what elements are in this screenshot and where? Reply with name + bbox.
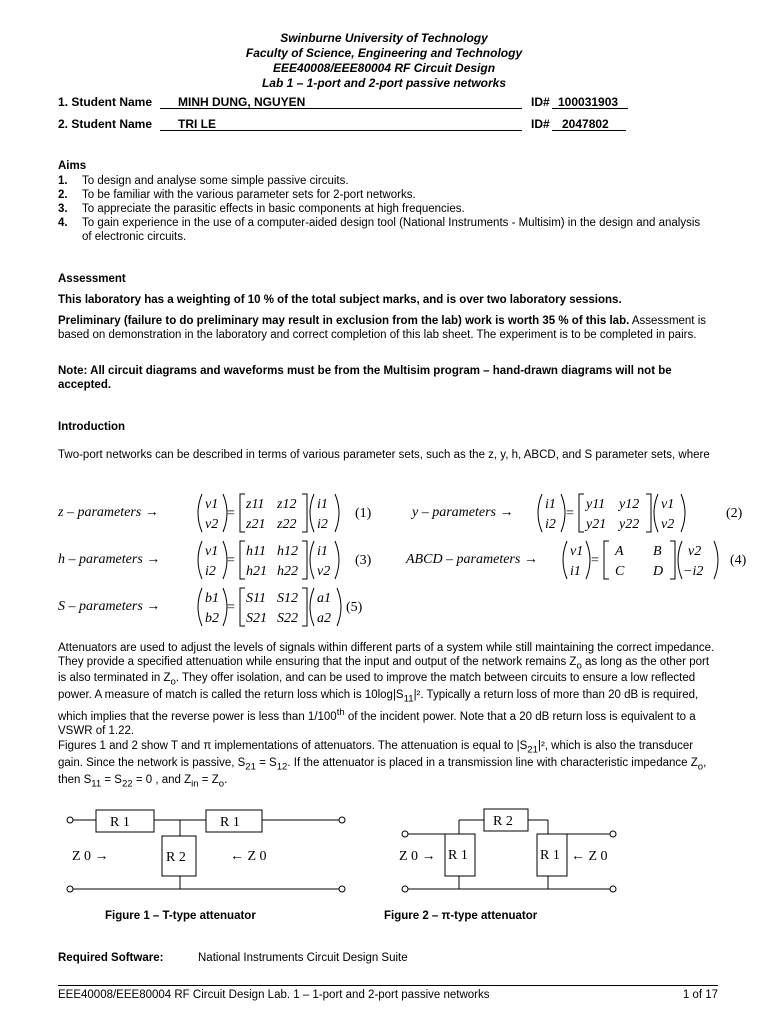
aim-item: 2. To be familiar with the various parameter sets for 2-port networks. — [58, 189, 416, 201]
svg-text:S12: S12 — [277, 591, 298, 606]
h-parameters-equation — [58, 541, 372, 579]
svg-text:−i2: −i2 — [683, 564, 704, 579]
page-footer — [58, 985, 718, 1001]
svg-text:S – parameters →: S – parameters → — [58, 599, 161, 614]
software-value: National Instruments Circuit Design Suite — [198, 952, 408, 964]
svg-text:R 1: R 1 — [110, 815, 130, 830]
t-attenuator-diagram — [60, 800, 360, 900]
assessment-weighting: This laboratory has a weighting of 10 % of the total subject marks, and is over two laboratory sessions. — [58, 294, 622, 306]
aim-item: 3. To appreciate the parasitic effects in basic components at high frequencies. — [58, 203, 465, 215]
student-2-label: 2. Student Name — [58, 117, 153, 131]
svg-text:h12: h12 — [277, 544, 298, 559]
svg-text:y21: y21 — [586, 517, 607, 532]
svg-text:ABCD – parameters →: ABCD – parameters → — [406, 552, 538, 567]
student-1-label: 1. Student Name — [58, 95, 153, 109]
aim-item: 4. To gain experience in the use of a computer-aided design tool (National Instruments - Multisim) in the design and analysis of electronic circuits. — [58, 217, 701, 243]
aim-item: 1. To design and analyse some simple passive circuits. — [58, 175, 349, 187]
svg-text:y22: y22 — [619, 517, 640, 532]
svg-text:z21: z21 — [246, 517, 266, 532]
svg-text:v1: v1 — [661, 497, 675, 512]
svg-text:Z 0 →: Z 0 → — [72, 849, 109, 864]
svg-text:=: = — [591, 553, 599, 568]
svg-text:i1: i1 — [570, 564, 581, 579]
svg-text:b1: b1 — [205, 591, 219, 606]
assessment-note: Note: All circuit diagrams and waveforms must be from the Multisim program – hand-drawn diagrams will not be accepted. — [58, 365, 672, 391]
university-name: Swinburne University of Technology — [280, 31, 488, 45]
svg-text:v2: v2 — [661, 517, 675, 532]
svg-text:i1: i1 — [545, 497, 556, 512]
svg-text:b2: b2 — [205, 611, 219, 626]
svg-text:v2: v2 — [688, 544, 702, 559]
parameter-equations — [56, 486, 756, 631]
svg-text:Z 0 →: Z 0 → — [399, 849, 436, 864]
student-2-name-field[interactable]: TRI LE — [160, 117, 522, 131]
figure-1-caption: Figure 1 – T-type attenuator — [105, 910, 256, 922]
svg-text:y12: y12 — [619, 497, 640, 512]
svg-text:v1: v1 — [205, 497, 219, 512]
svg-text:h21: h21 — [246, 564, 267, 579]
aims-list — [58, 174, 708, 244]
svg-text:A: A — [615, 544, 624, 559]
svg-text:a2: a2 — [317, 611, 331, 626]
svg-text:(1): (1) — [355, 506, 372, 521]
student-1-id-label: ID# — [531, 95, 550, 109]
assessment-title: Assessment — [58, 273, 126, 285]
svg-text:=: = — [566, 506, 574, 521]
svg-text:(3): (3) — [355, 553, 372, 568]
svg-text:← Z 0: ← Z 0 — [571, 849, 608, 864]
z-parameters-equation — [57, 494, 372, 532]
student-2-id-label: ID# — [531, 117, 550, 131]
svg-text:(4): (4) — [730, 553, 747, 568]
svg-text:v1: v1 — [570, 544, 584, 559]
student-1-name-field[interactable]: MINH DUNG, NGUYEN — [160, 95, 522, 109]
svg-text:i2: i2 — [545, 517, 556, 532]
figure-2-caption: Figure 2 – π-type attenuator — [384, 910, 538, 922]
svg-text:z22: z22 — [277, 517, 297, 532]
figures-paragraph: Figures 1 and 2 show T and π implementations of attenuators. The attenuation is equal to $|S_{21}|^2$, which is also the transducer gain. Since the network is passive, $S_{21} = S_{12}$. If the attenuator is placed in a transmission line with characteristic impedance $Z_o$, then $S_{11} = S_{22} = 0$ , and $Z_{in} = Z_o$. — [58, 740, 707, 790]
svg-text:R 1: R 1 — [540, 848, 560, 863]
svg-text:z11: z11 — [246, 497, 265, 512]
svg-text:v2: v2 — [317, 564, 331, 579]
aims-title: Aims — [58, 160, 87, 172]
assessment-preliminary: Preliminary (failure to do preliminary may result in exclusion from the lab) work is worth 35 % of this lab. Assessment is based on demonstration in the laboratory and correct completion of this lab sheet. The experiment is to be completed in pairs. — [58, 315, 707, 341]
svg-text:i1: i1 — [317, 544, 328, 559]
y-parameters-equation — [410, 494, 743, 532]
svg-text:B: B — [653, 544, 662, 559]
svg-text:v2: v2 — [205, 517, 219, 532]
svg-text:h11: h11 — [246, 544, 266, 559]
svg-text:z – parameters →: z – parameters → — [58, 505, 159, 520]
svg-text:S22: S22 — [277, 611, 298, 626]
svg-text:R 1: R 1 — [448, 848, 468, 863]
student-1-id-field[interactable]: 100031903 — [552, 95, 628, 109]
svg-text:D: D — [653, 564, 664, 579]
footer-course-title: EEE40008/EEE80004 RF Circuit Design Lab. 1 – 1-port and 2-port passive networks — [58, 989, 490, 1001]
svg-text:S11: S11 — [246, 591, 266, 606]
svg-text:← Z 0: ← Z 0 — [230, 849, 267, 864]
attenuator-paragraph: Attenuators are used to adjust the levels of signals within different parts of a system while still maintaining the correct impedance. They provide a specified attenuation while ensuring that the input and output of the network remains $Z_o$ as long as the other port is also terminated in $Z_o$. They offer isolation, and can be used to improve the match between circuits to ensure a low reflected power. A measure of match is called the return loss which is $10\log|S_{11}|^2$. Typically a return loss of more than 20 dB is required, which implies that the reverse power is less than 1/100th of the incident power. Note that a 20 dB return loss is equivalent to a VSWR of 1.22. — [58, 642, 715, 737]
svg-text:R 2: R 2 — [493, 814, 513, 829]
software-label: Required Software: — [58, 952, 164, 964]
document-header — [0, 31, 768, 91]
svg-text:S21: S21 — [246, 611, 267, 626]
lab-title: Lab 1 – 1-port and 2-port passive networks — [261, 76, 507, 90]
page-number: 1 of 17 — [682, 989, 718, 1001]
abcd-parameters-equation — [405, 541, 747, 579]
pi-attenuator-diagram — [395, 800, 630, 900]
svg-text:=: = — [227, 506, 235, 521]
svg-text:(5): (5) — [346, 600, 363, 615]
svg-text:i1: i1 — [317, 497, 328, 512]
course-code: EEE40008/EEE80004 RF Circuit Design — [272, 61, 496, 75]
svg-text:i2: i2 — [205, 564, 216, 579]
svg-text:R 2: R 2 — [166, 850, 186, 865]
svg-text:a1: a1 — [317, 591, 331, 606]
student-2-id-field[interactable]: 2047802 — [552, 117, 626, 131]
svg-text:h – parameters →: h – parameters → — [58, 552, 161, 567]
svg-text:=: = — [227, 553, 235, 568]
svg-text:R 1: R 1 — [220, 815, 240, 830]
introduction-title: Introduction — [58, 421, 126, 433]
svg-text:v1: v1 — [205, 544, 219, 559]
svg-text:y11: y11 — [586, 497, 606, 512]
s-parameters-equation — [58, 588, 363, 626]
introduction-paragraph: Two-port networks can be described in terms of various parameter sets, such as the z, y, h, ABCD, and S parameter sets, where — [58, 449, 710, 461]
svg-text:(2): (2) — [726, 506, 743, 521]
svg-text:C: C — [615, 564, 625, 579]
svg-text:=: = — [227, 600, 235, 615]
svg-text:i2: i2 — [317, 517, 328, 532]
svg-text:z12: z12 — [277, 497, 297, 512]
svg-text:h22: h22 — [277, 564, 298, 579]
faculty-name: Faculty of Science, Engineering and Technology — [245, 46, 523, 60]
svg-text:y – parameters →: y – parameters → — [412, 505, 514, 520]
